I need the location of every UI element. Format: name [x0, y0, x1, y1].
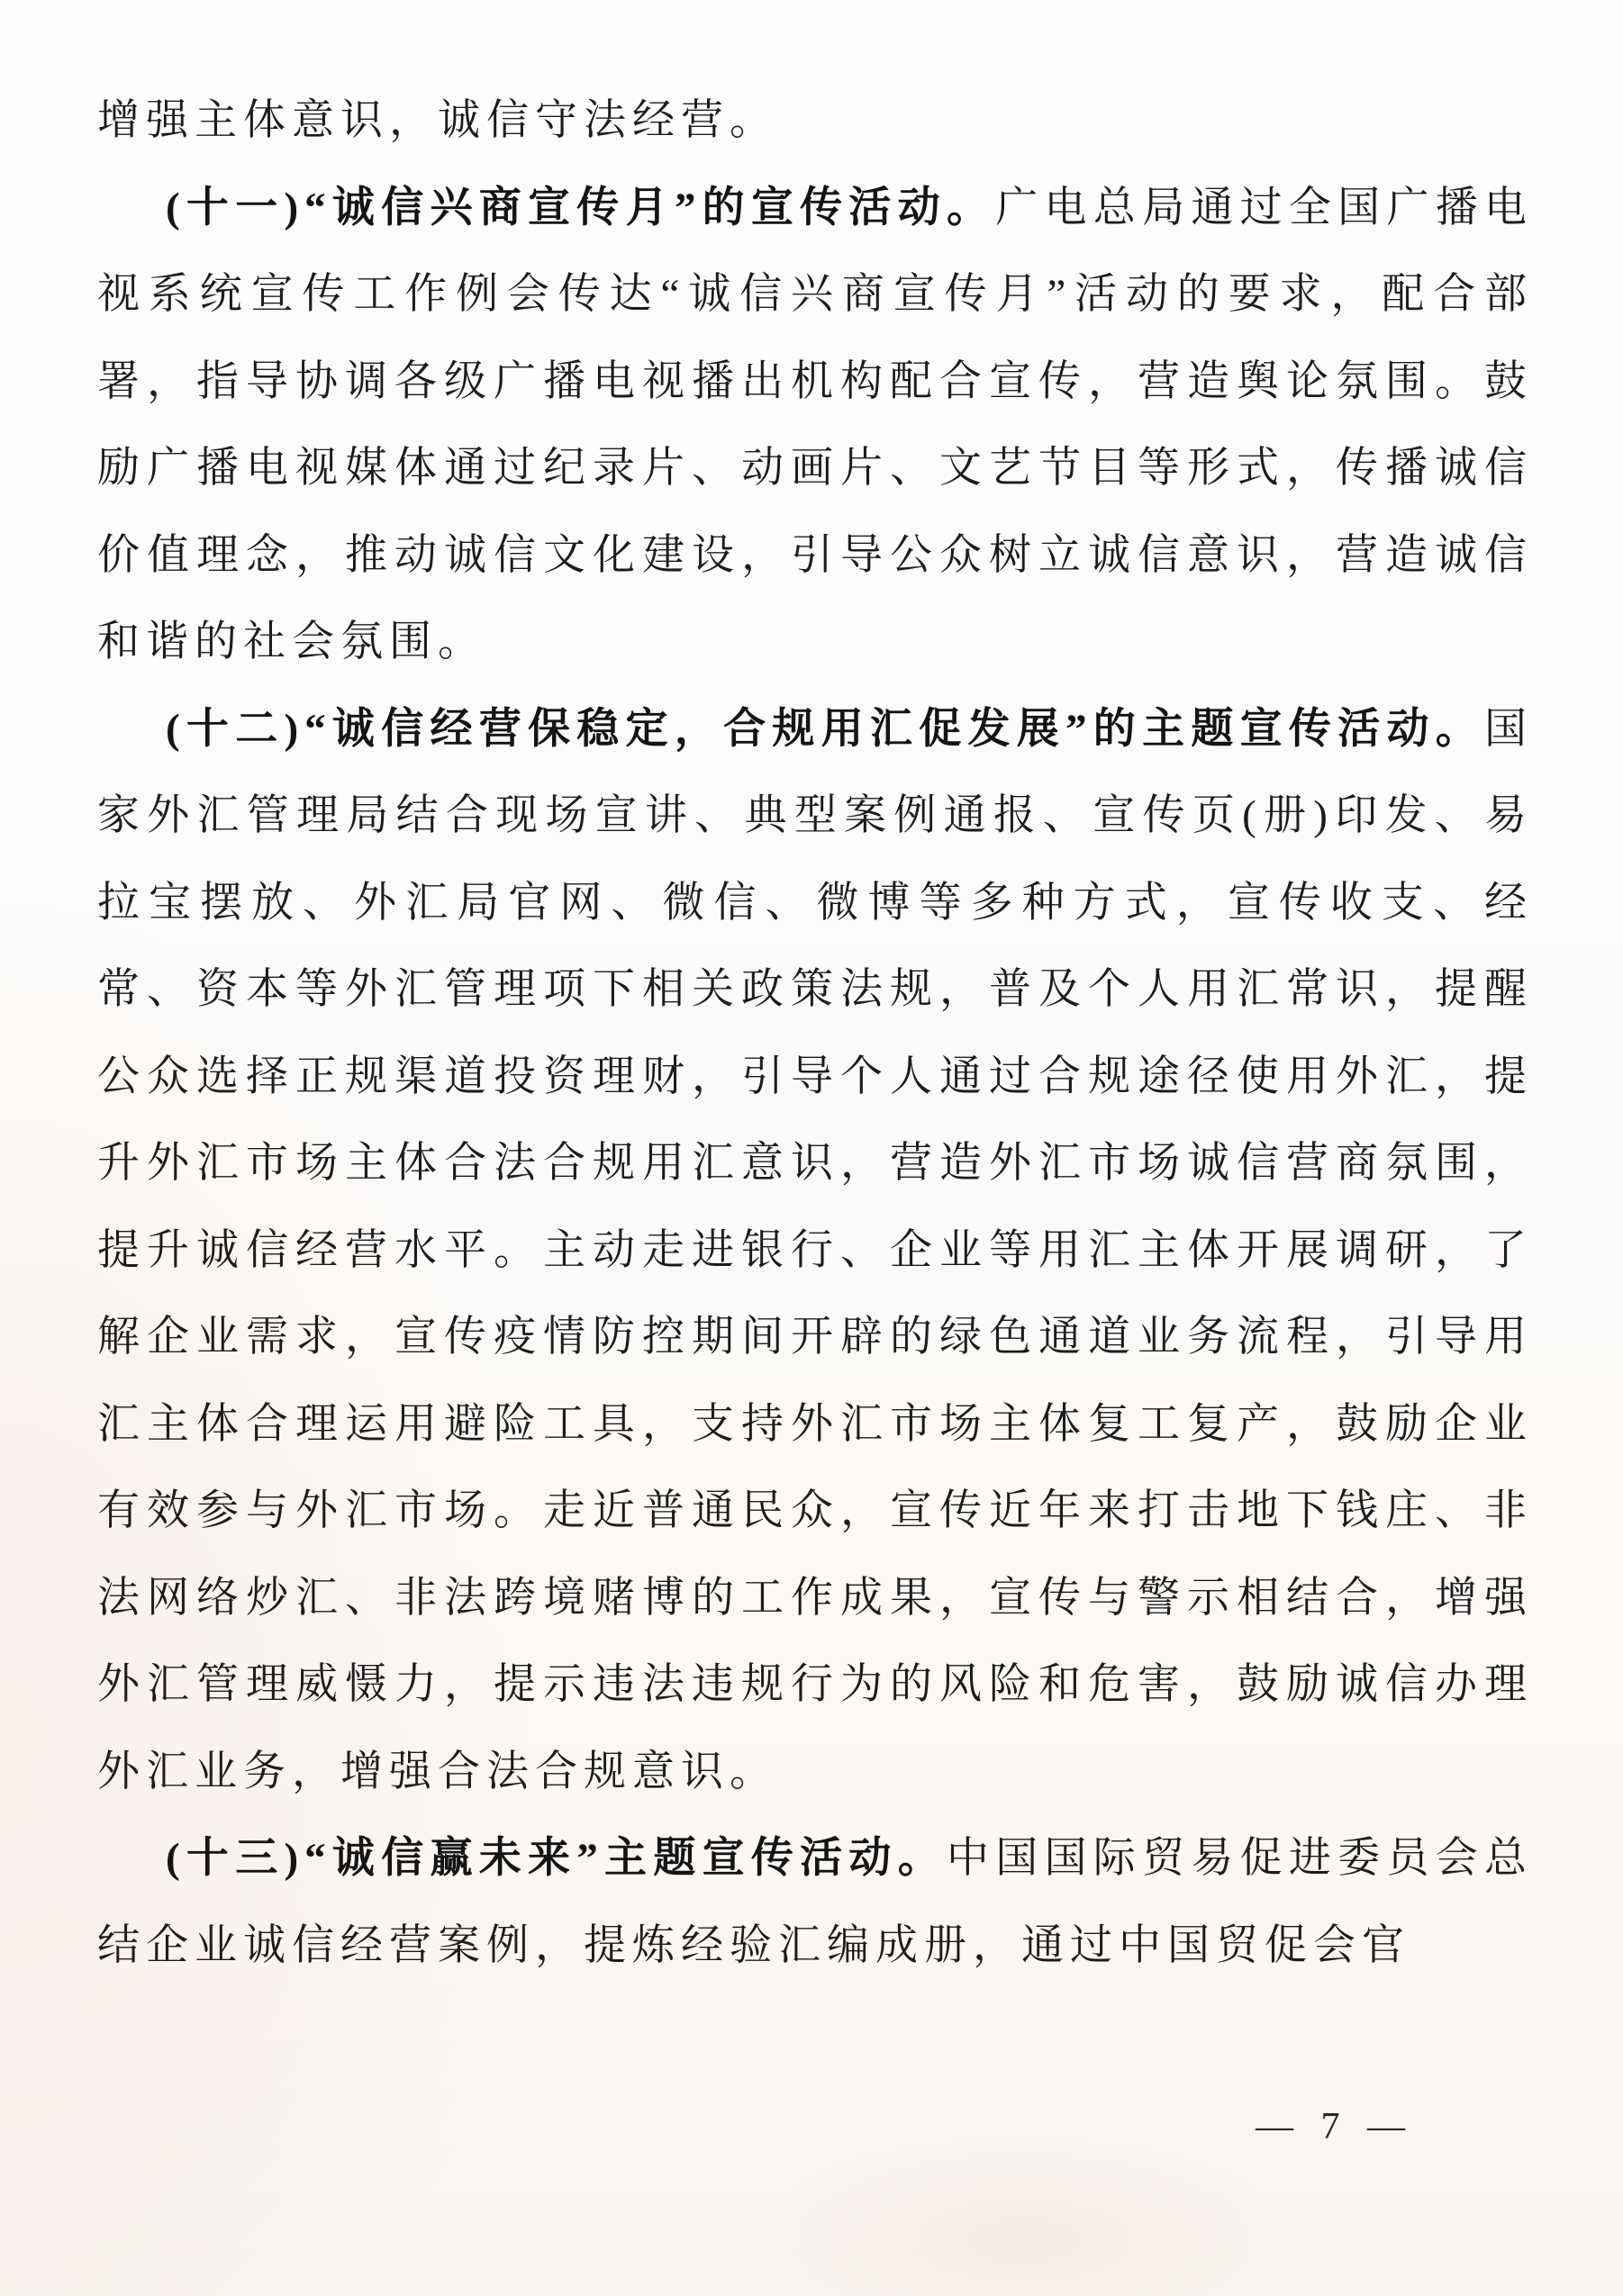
document-body — [97, 77, 1533, 1989]
page-number: — 7 — — [1256, 2106, 1414, 2147]
body-text: 中国国际贸易促进委员会总结企业诚信经营案例，提炼经验汇编成册，通过中国贸促会官 — [97, 1835, 1534, 1969]
paragraph — [97, 686, 1533, 1816]
paragraph — [97, 1815, 1533, 1989]
body-text: 增强主体意识，诚信守法经营。 — [97, 97, 778, 144]
section-heading-text: (十一)“诚信兴商宣传月”的宣传活动。 — [166, 184, 996, 231]
body-text: 广电总局通过全国广播电视系统宣传工作例会传达“诚信兴商宣传月”活动的要求，配合部署，指导协调各级广播电视播出机构配合宣传，营造舆论氛围。鼓励广播电视媒体通过纪录片、动画片、文艺节目等形式，传播诚信价值理念，推动诚信文化建设，引导公众树立诚信意识，营造诚信和谐的社会氛围。 — [97, 184, 1533, 665]
section-heading-text: (十三)“诚信赢未来”主题宣传活动。 — [166, 1835, 947, 1882]
paragraph — [97, 165, 1533, 686]
section-heading-text: (十二)“诚信经营保稳定，合规用汇促发展”的主题宣传活动。 — [166, 705, 1484, 753]
paragraph — [97, 77, 1533, 165]
body-text: 国家外汇管理局结合现场宣讲、典型案例通报、宣传页(册)印发、易拉宝摆放、外汇局官网、微信、微博等多种方式，宣传收支、经常、资本等外汇管理项下相关政策法规，普及个人用汇常识，提醒公众选择正规渠道投资理财，引导个人通过合规途径使用外汇，提升外汇市场主体合法合规用汇意识，营造外汇市场诚信营商氛围，提升诚信经营水平。主动走进银行、企业等用汇主体开展调研，了解企业需求，宣传疫情防控期间开辟的绿色通道业务流程，引导用汇主体合理运用避险工具，支持外汇市场主体复工复产，鼓励企业有效参与外汇市场。走近普通民众，宣传近年来打击地下钱庄、非法网络炒汇、非法跨境赌博的工作成果，宣传与警示相结合，增强外汇管理威慑力，提示违法违规行为的风险和危害，鼓励诚信办理外汇业务，增强合法合规意识。 — [97, 705, 1533, 1795]
